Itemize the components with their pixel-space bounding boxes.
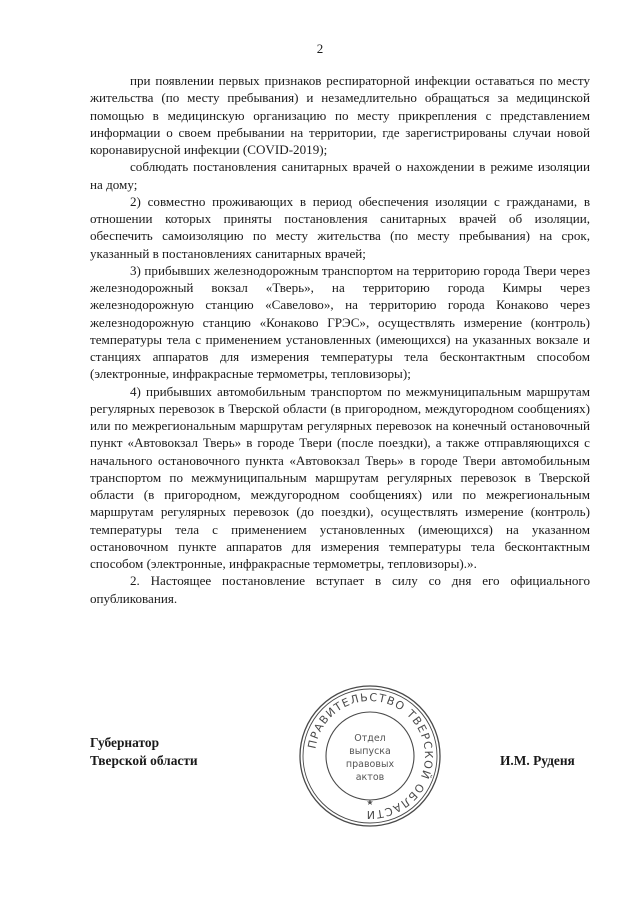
page-number: 2 bbox=[316, 41, 324, 56]
paragraph-item-3: 3) прибывших железнодорожным транспортом на территорию города Твери через железнодорожный вокзал «Тверь», на территорию города Кимры через железнодорожную станцию «Савелово», на территорию города Конаково через железнодорожную станцию «Конаково ГРЭС», осуществлять измерение (контроль) температуры тела с применением установленных (имеющихся) на указанных вокзале и станциях аппаратов для измерения температуры тела бесконтактным способом (электронные, инфракрасные термометры, тепловизоры); bbox=[90, 262, 590, 382]
stamp-center-line-1: Отдел bbox=[354, 733, 386, 744]
signatory-title bbox=[90, 734, 198, 770]
document-body bbox=[90, 72, 590, 607]
paragraph-item-2: 2) совместно проживающих в период обеспечения изоляции с гражданами, в отношении которых приняты постановления санитарных врачей об изоляции, обеспечить самоизоляцию по месту жительства (по месту пребывания) на срок, указанный в постановлениях санитарных врачей; bbox=[90, 193, 590, 261]
stamp-center-line-2: выпуска bbox=[349, 746, 391, 757]
paragraph-effective-date: 2. Настоящее постановление вступает в силу со дня его официального опубликования. bbox=[90, 573, 590, 606]
stamp-star-icon: ★ bbox=[366, 798, 374, 807]
stamp-center-line-3: правовых bbox=[345, 759, 395, 770]
signatory-title-line-2: Тверской области bbox=[90, 753, 198, 768]
stamp-ring-text: ПРАВИТЕЛЬСТВО ТВЕРСКОЙ ОБЛАСТИ bbox=[305, 690, 436, 822]
paragraph-item-4: 4) прибывших автомобильным транспортом по межмуниципальным маршрутам регулярных перевозок в Тверской области (в пригородном, междугородном сообщениях) или по межрегиональным маршрутам регулярных перевозок на конечный остановочный пункт «Автовокзал Тверь» в городе Твери (после поездки), а также отправляющихся с начального остановочного пункта «Автовокзал Тверь» в городе Твери автомобильным транспортом по межмуниципальным маршрутам регулярных перевозок в Тверской области (в пригородном, междугородном сообщениях) или по межрегиональным маршрутам регулярных перевозок (до поездки), осуществлять измерение (контроль) температуры тела с применением установленных (имеющихся) на указанном остановочном пункте аппаратов для измерения температуры тела бесконтактным способом (электронные, инфракрасные термометры, тепловизоры).». bbox=[90, 383, 590, 571]
stamp-center-line-4: актов bbox=[355, 772, 385, 783]
signatory-title-line-1: Губернатор bbox=[90, 735, 160, 750]
paragraph-symptoms: при появлении первых признаков респираторной инфекции оставаться по месту жительства (по месту пребывания) и незамедлительно обращаться за медицинской помощью в медицинскую организацию по месту прикрепления с представлением информации о своем пребывании на территории, где зарегистрированы случаи новой коронавирусной инфекции (COVID-2019); bbox=[90, 73, 590, 157]
official-stamp bbox=[297, 683, 443, 829]
signatory-name: И.М. Руденя bbox=[500, 753, 575, 768]
paragraph-isolation-rules: соблюдать постановления санитарных врачей о нахождении в режиме изоляции на дому; bbox=[90, 159, 590, 192]
